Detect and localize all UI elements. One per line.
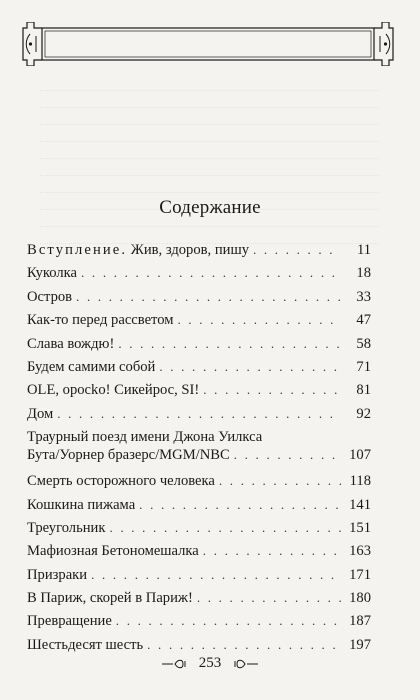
toc-entry-title: Будем самими собой — [27, 358, 156, 375]
toc-page-number: 58 — [356, 335, 371, 352]
toc-entry[interactable] — [27, 472, 371, 495]
toc-entry-lead: Вступление. — [27, 242, 128, 258]
toc-page-number: 18 — [356, 265, 371, 282]
toc-page-number: 187 — [349, 613, 371, 630]
toc-entry-title: В Париж, скорей в Париж! — [27, 590, 193, 607]
toc-page-number: 180 — [349, 590, 371, 607]
toc-page-number: 171 — [349, 566, 371, 583]
footer-ornament-left-icon — [161, 658, 187, 670]
dot-leader — [57, 405, 341, 423]
table-of-contents — [27, 241, 371, 659]
toc-entry[interactable] — [27, 288, 371, 311]
toc-page-number: 118 — [349, 473, 371, 490]
toc-entry[interactable] — [27, 542, 371, 565]
page-number: 253 — [198, 655, 222, 672]
dot-leader — [81, 264, 341, 282]
toc-entry-title: Куколка — [27, 265, 78, 282]
toc-page-number: 33 — [356, 288, 371, 305]
toc-entry-title: Остров — [27, 288, 73, 305]
dot-leader — [109, 519, 341, 537]
toc-page-number: 47 — [356, 312, 371, 329]
toc-entry-title: Мафиозная Бетономешалка — [27, 543, 199, 560]
dot-leader — [203, 542, 341, 560]
toc-entry[interactable] — [27, 381, 371, 404]
toc-page-number: 107 — [349, 447, 371, 464]
toc-page-number: 151 — [349, 519, 371, 536]
dot-leader — [203, 381, 341, 399]
dot-leader — [91, 566, 341, 584]
toc-entry-title: Шестьдесят шесть — [27, 636, 144, 653]
toc-entry[interactable] — [27, 566, 371, 589]
toc-entry[interactable] — [27, 519, 371, 542]
dot-leader — [159, 358, 341, 376]
toc-page-number: 197 — [349, 636, 371, 653]
toc-entry-title: Слава вождю! — [27, 335, 115, 352]
toc-entry-title: Вступление. Жив, здоров, пишу — [27, 242, 249, 258]
toc-page-number: 141 — [349, 496, 371, 513]
toc-page-number: 163 — [349, 543, 371, 560]
dot-leader — [197, 589, 341, 607]
toc-entry[interactable] — [27, 335, 371, 358]
dot-leader — [116, 612, 341, 630]
toc-entry[interactable] — [27, 241, 371, 264]
toc-page-number: 11 — [356, 242, 371, 258]
toc-entry[interactable] — [27, 264, 371, 287]
toc-entry-title: Дом — [27, 405, 54, 422]
toc-entry[interactable] — [27, 496, 371, 519]
toc-entry[interactable] — [27, 311, 371, 334]
toc-entry-title: Призраки — [27, 566, 88, 583]
toc-entry-title: Превращение — [27, 613, 112, 630]
toc-entry-title: Смерть осторожного человека — [27, 473, 215, 490]
toc-entry-title: Как-то перед рассветом — [27, 312, 174, 329]
toc-entry[interactable] — [27, 405, 371, 428]
dot-leader — [139, 496, 341, 514]
toc-page-number: 92 — [356, 405, 371, 422]
toc-entry-title: Бута/Уорнер бразерс/MGM/NBC — [27, 447, 230, 464]
toc-page-number: 71 — [356, 358, 371, 375]
toc-page-number: 81 — [356, 382, 371, 399]
toc-entry[interactable] — [27, 612, 371, 635]
footer-ornament-right-icon — [233, 658, 259, 670]
dot-leader — [234, 446, 341, 464]
dot-leader — [219, 472, 341, 490]
dot-leader — [118, 335, 341, 353]
toc-entry-title: Кошкина пижама — [27, 496, 136, 513]
page-title: Содержание — [159, 197, 261, 218]
toc-entry[interactable] — [27, 589, 371, 612]
toc-entry[interactable] — [27, 428, 371, 472]
dot-leader — [253, 241, 341, 259]
dot-leader — [147, 636, 341, 654]
toc-entry[interactable] — [27, 358, 371, 381]
toc-entry-title: Треугольник — [27, 519, 106, 536]
header-frame-ornament — [22, 22, 394, 66]
toc-entry-title-line1: Траурный поезд имени Джона Уилкса — [27, 429, 263, 446]
page-footer — [0, 655, 420, 672]
dot-leader — [178, 311, 342, 329]
toc-entry-title: OLE, opocko! Сикейрос, SI! — [27, 382, 200, 399]
dot-leader — [76, 288, 341, 306]
